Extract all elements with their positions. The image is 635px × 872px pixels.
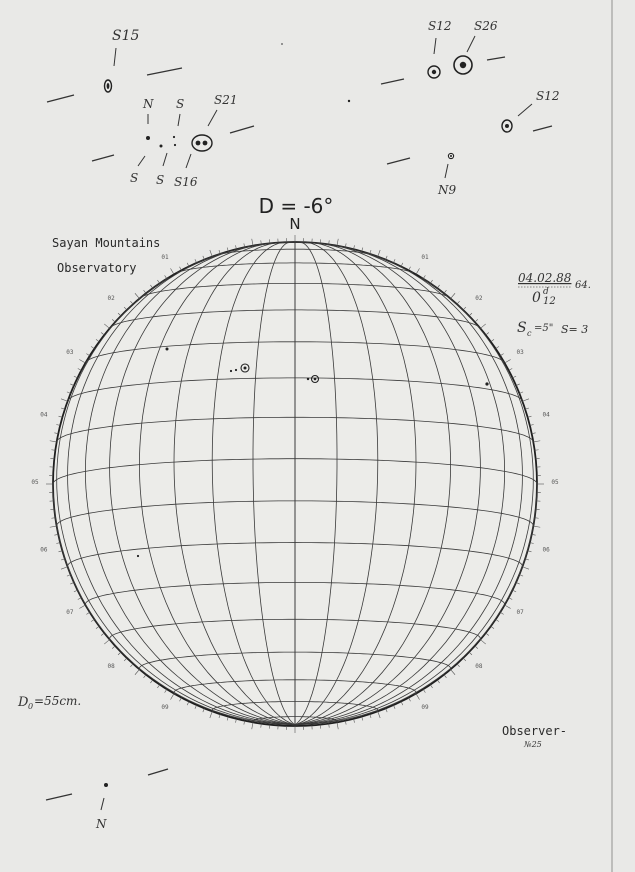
limb-tick xyxy=(130,664,133,667)
limb-tick xyxy=(91,619,94,621)
limb-tick xyxy=(496,346,499,348)
label-s-c: S xyxy=(156,173,165,187)
limb-tick xyxy=(444,290,446,293)
limb-tick xyxy=(112,646,115,649)
limb-tick xyxy=(96,339,99,341)
limb-tick xyxy=(437,680,439,683)
limb-tick xyxy=(416,268,420,274)
limb-tick xyxy=(451,669,455,674)
limb-tick xyxy=(112,319,115,322)
solar-disk xyxy=(31,235,559,733)
limb-tick xyxy=(96,626,99,628)
date-suffix: 64. xyxy=(575,280,591,291)
limb-tick xyxy=(252,722,253,729)
label-n9: N9 xyxy=(438,183,457,197)
observer-label: Observer- xyxy=(502,724,568,738)
sketch-group-bottom xyxy=(46,769,168,831)
sketch-group-s21 xyxy=(92,93,254,189)
limb-label: 03 xyxy=(516,349,524,356)
seeing-a-value: =5" xyxy=(534,323,554,334)
label-s21: S21 xyxy=(214,93,238,107)
limb-label: 06 xyxy=(40,546,48,554)
seeing-a: S xyxy=(517,320,527,336)
label-s12-a: S12 xyxy=(428,19,452,33)
limb-tick xyxy=(533,441,540,442)
limb-tick xyxy=(505,605,511,609)
limb-tick xyxy=(124,658,127,661)
sketch-group-s12-b xyxy=(502,89,560,132)
limb-tick xyxy=(533,526,540,527)
observatory-line-2: Observatory xyxy=(57,261,137,275)
limb-tick xyxy=(496,619,499,621)
limb-label: 09 xyxy=(421,704,429,712)
label-s15: S15 xyxy=(112,28,140,44)
limb-label: 05 xyxy=(551,479,559,486)
time-sup: d xyxy=(543,287,549,297)
limb-tick xyxy=(210,250,212,257)
diameter-sub: 0 xyxy=(28,702,34,711)
seeing-a-sub: c xyxy=(527,329,532,338)
limb-tick xyxy=(180,698,182,702)
limb-tick xyxy=(480,324,485,328)
label-n-bottom: N xyxy=(96,817,107,831)
limb-tick xyxy=(378,250,380,257)
limb-tick xyxy=(475,646,478,649)
time-sub: 12 xyxy=(543,296,556,307)
limb-tick xyxy=(416,694,420,700)
limb-label: 02 xyxy=(475,295,483,303)
limb-tick xyxy=(171,694,175,700)
limb-tick xyxy=(522,399,529,401)
limb-tick xyxy=(78,369,82,371)
limb-tick xyxy=(165,275,167,278)
limb-label: 04 xyxy=(40,411,48,419)
limb-tick xyxy=(78,598,82,600)
disk-spot xyxy=(235,369,237,371)
label-s-b: S xyxy=(130,171,139,185)
limb-tick xyxy=(61,567,68,569)
limb-tick xyxy=(480,640,485,644)
limb-tick xyxy=(486,333,489,335)
limb-tick xyxy=(463,307,466,310)
sunspot-bottom xyxy=(104,783,108,787)
north-marker: N xyxy=(289,215,301,233)
limb-tick xyxy=(423,275,425,278)
limb-tick xyxy=(101,333,104,335)
limb-label: 09 xyxy=(161,704,169,712)
limb-tick xyxy=(430,280,432,283)
sketch-group-s15 xyxy=(47,28,182,102)
limb-tick xyxy=(491,626,494,628)
limb-label: 06 xyxy=(542,546,550,554)
limb-tick xyxy=(210,711,212,718)
observer-id: №25 xyxy=(524,740,542,749)
limb-tick xyxy=(50,441,57,442)
limb-tick xyxy=(409,267,411,271)
label-s12-b: S12 xyxy=(536,89,560,103)
limb-tick xyxy=(50,526,57,527)
limb-tick xyxy=(337,239,338,246)
date-text: 04.02.88 xyxy=(518,271,572,285)
limb-tick xyxy=(118,313,121,316)
sketch-group-n9 xyxy=(387,153,457,197)
limb-tick xyxy=(409,698,411,702)
limb-tick xyxy=(171,268,175,274)
limb-tick xyxy=(475,319,478,322)
limb-tick xyxy=(157,685,159,688)
seeing-b: S= 3 xyxy=(561,323,589,336)
observation-notes xyxy=(517,271,591,338)
label-s-a: S xyxy=(176,97,185,111)
limb-tick xyxy=(157,280,159,283)
limb-tick xyxy=(79,605,85,609)
limb-tick xyxy=(104,324,109,328)
limb-tick xyxy=(124,307,127,310)
limb-tick xyxy=(463,658,466,661)
limb-tick xyxy=(469,313,472,316)
limb-tick xyxy=(378,711,380,718)
diameter-label: D xyxy=(18,695,29,710)
tilt-heading: D = -6° xyxy=(258,194,334,218)
limb-label: 07 xyxy=(66,609,74,616)
limb-tick xyxy=(522,567,529,569)
limb-tick xyxy=(486,633,489,635)
limb-tick xyxy=(423,689,425,692)
time-text: 0 xyxy=(532,290,541,306)
limb-tick xyxy=(337,722,338,729)
limb-tick xyxy=(457,664,460,667)
limb-tick xyxy=(144,290,146,293)
disk-spot xyxy=(307,378,309,380)
limb-label: 01 xyxy=(421,253,429,261)
limb-label: 04 xyxy=(542,411,550,419)
limb-label: 08 xyxy=(107,662,115,670)
limb-tick xyxy=(118,652,121,655)
diameter-value: =55cm. xyxy=(34,694,82,708)
sunspot-s21 xyxy=(192,135,212,151)
disk-spot xyxy=(230,370,232,372)
label-s26: S26 xyxy=(474,19,498,33)
limb-tick xyxy=(144,675,146,678)
limb-tick xyxy=(469,652,472,655)
limb-tick xyxy=(135,669,139,674)
disk-spot xyxy=(137,555,139,557)
limb-tick xyxy=(61,399,68,401)
limb-label: 07 xyxy=(516,609,524,616)
limb-label: 02 xyxy=(107,295,115,303)
limb-tick xyxy=(505,360,511,364)
limb-label: 08 xyxy=(475,662,483,670)
limb-tick xyxy=(79,360,85,364)
limb-tick xyxy=(165,689,167,692)
limb-tick xyxy=(491,339,494,341)
limb-label: 05 xyxy=(31,479,39,486)
limb-tick xyxy=(451,293,455,298)
limb-tick xyxy=(150,285,152,288)
limb-tick xyxy=(444,675,446,678)
label-s16: S16 xyxy=(174,175,198,189)
limb-tick xyxy=(252,239,253,246)
observatory-line-1: Sayan Mountains xyxy=(52,236,161,250)
sketch-group-s26 xyxy=(281,19,505,102)
limb-tick xyxy=(86,612,89,614)
label-n-a: N xyxy=(143,97,154,111)
limb-tick xyxy=(101,633,104,635)
limb-tick xyxy=(500,354,503,356)
limb-tick xyxy=(86,354,89,356)
limb-tick xyxy=(430,685,432,688)
limb-tick xyxy=(150,680,152,683)
disk-spot xyxy=(485,382,488,385)
sunspot-n-a xyxy=(146,136,150,140)
limb-tick xyxy=(104,640,109,644)
limb-tick xyxy=(130,301,133,304)
disk-spot xyxy=(166,348,169,351)
limb-label: 01 xyxy=(161,253,169,261)
limb-tick xyxy=(180,267,182,271)
limb-tick xyxy=(457,301,460,304)
limb-tick xyxy=(500,612,503,614)
limb-tick xyxy=(509,598,513,600)
limb-tick xyxy=(135,293,139,298)
limb-tick xyxy=(509,369,513,371)
limb-label: 03 xyxy=(66,349,74,356)
limb-tick xyxy=(91,346,94,348)
limb-tick xyxy=(437,285,439,288)
